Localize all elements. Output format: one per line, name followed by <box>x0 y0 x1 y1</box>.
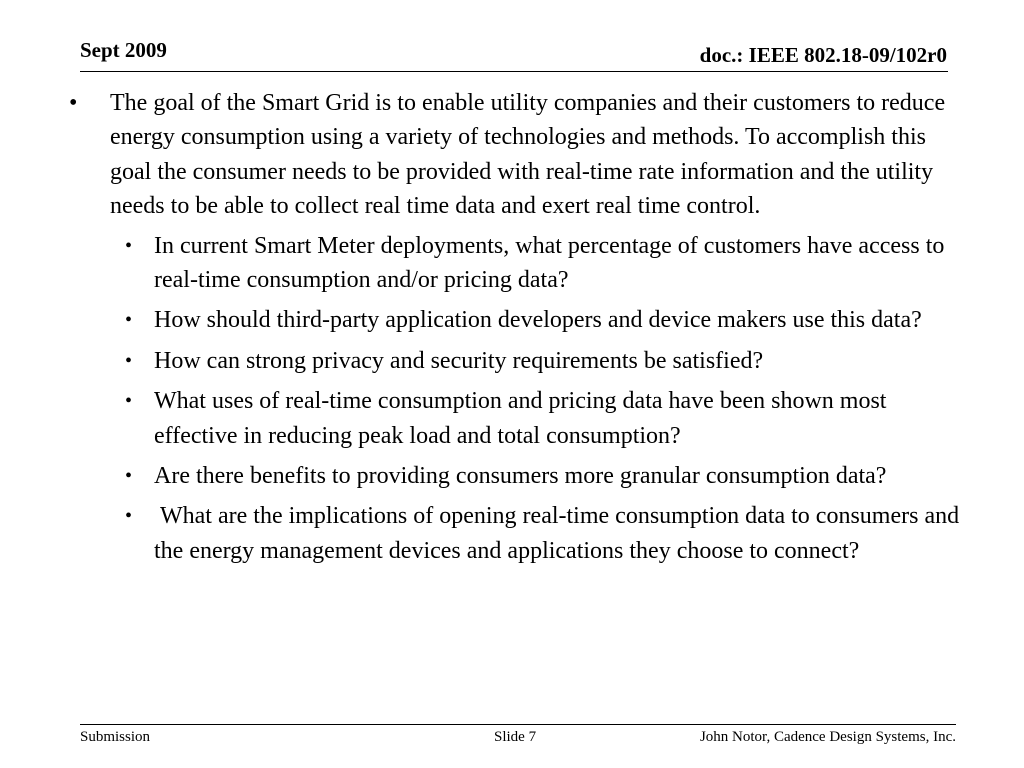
bullet-marker: • <box>125 465 133 488</box>
sub-bullet <box>68 499 966 568</box>
sub-bullet <box>68 384 963 453</box>
bullet-marker: • <box>125 505 133 528</box>
sub-bullet-text: How can strong privacy and security requirements be satisfied? <box>154 347 764 374</box>
sub-bullet <box>68 344 963 378</box>
sub-bullet <box>68 229 963 298</box>
document-id: doc.: IEEE 802.18-09/102r0 <box>699 43 947 67</box>
bullet-marker: • <box>125 234 133 257</box>
slide-number: Slide 7 <box>494 729 537 745</box>
sub-bullet-text: In current Smart Meter deployments, what percentage of customers have access to real-time consumption and/or pricing data? <box>154 232 945 294</box>
sub-bullet-text: What are the implications of opening real-time consumption data to consumers and the energy management devices and applications they choose to connect? <box>154 503 966 564</box>
header-divider <box>80 71 948 72</box>
sub-bullet-text: Are there benefits to providing consumers more granular consumption data? <box>154 463 887 490</box>
sub-bullet-text: How should third-party application developers and device makers use this data? <box>154 307 922 334</box>
bullet-marker: • <box>125 349 133 372</box>
bullet-marker: • <box>125 390 133 413</box>
footer-author: John Notor, Cadence Design Systems, Inc. <box>699 729 956 745</box>
footer-submission: Submission <box>80 729 151 745</box>
sub-bullet-text: What uses of real-time consumption and pricing data have been shown most effective in reducing peak load and total consumption? <box>154 388 887 449</box>
sub-bullet <box>68 459 963 493</box>
main-bullet-text: The goal of the Smart Grid is to enable utility companies and their customers to reduce energy consumption using a variety of technologies and methods. To accomplish this goal the consumer needs to be provided with real-time rate information and the utility needs to be able to collect real time data and exert real time control. <box>110 90 946 220</box>
bullet-marker: • <box>125 309 133 332</box>
footer-divider <box>80 724 956 725</box>
slide-body <box>68 86 966 574</box>
sub-bullet <box>68 303 963 337</box>
slide-date: Sept 2009 <box>80 38 167 62</box>
sub-bullet-list <box>68 229 966 569</box>
bullet-marker: • <box>69 90 78 116</box>
main-bullet <box>68 86 963 224</box>
